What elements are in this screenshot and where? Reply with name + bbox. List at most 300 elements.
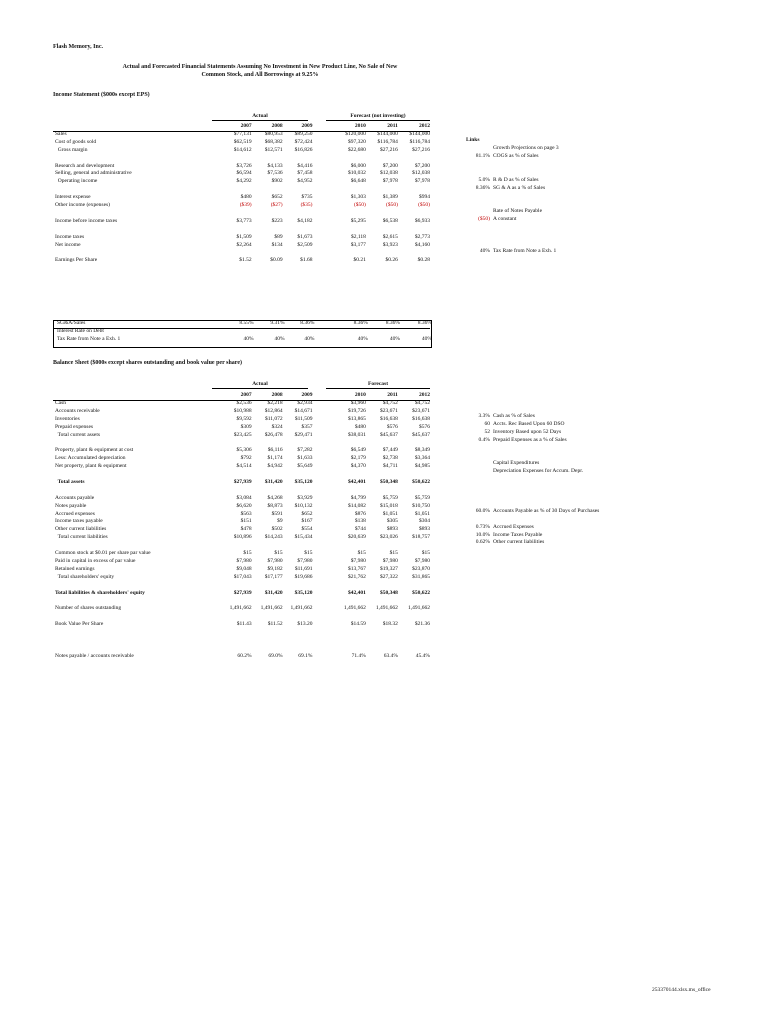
row-label [53, 637, 203, 645]
row-label [53, 487, 203, 495]
row-value: $9,592 [236, 415, 252, 422]
row-value: $15 [421, 550, 430, 557]
row-value [398, 210, 430, 218]
row-value [203, 645, 252, 653]
row-value: $6,549 [350, 447, 366, 454]
row-value: $7,978 [414, 178, 430, 185]
year-header: 2010 [354, 392, 366, 398]
row-value: 40% [274, 335, 285, 342]
row-value: $1,509 [236, 233, 252, 240]
row-value [252, 582, 283, 590]
row-value [368, 328, 400, 336]
row-value: $7,980 [414, 557, 430, 564]
row-value: $50,622 [412, 589, 430, 596]
note-value: 0.62% [475, 539, 490, 546]
row-value: $18,757 [412, 534, 430, 541]
row-value: $6,648 [350, 178, 366, 185]
row-value: $3,364 [414, 455, 430, 462]
row-value: $23,870 [412, 565, 430, 572]
row-value: ($50) [386, 202, 398, 209]
row-value: $15 [357, 550, 366, 557]
row-value: $31,420 [264, 589, 283, 596]
row-value: $480 [354, 423, 366, 430]
note-text: Prepaid Expenses as a % of Sales [493, 436, 567, 443]
note-text: R & D as % of Sales [493, 176, 539, 183]
row-value [313, 471, 366, 479]
row-label: Total shareholders' equity [55, 573, 115, 580]
note-value: 60 [484, 420, 490, 427]
note-text: Accrued Expenses [493, 523, 534, 530]
row-value [252, 613, 283, 621]
row-label: Income taxes payable [55, 518, 103, 525]
row-label: Notes payable [55, 502, 87, 509]
note-value: 52 [484, 428, 490, 435]
table-row [53, 590, 430, 598]
row-value [366, 637, 398, 645]
row-value: $4,514 [236, 463, 252, 470]
row-value [203, 186, 252, 194]
row-value: $2,738 [382, 455, 398, 462]
row-value: $15,434 [294, 534, 313, 541]
row-value: $563 [240, 510, 252, 517]
row-value: $26,478 [264, 431, 283, 438]
income-statement-title: Income Statement ($000s except EPS) [53, 92, 150, 98]
row-value: $4,942 [267, 463, 283, 470]
row-value: $591 [271, 510, 283, 517]
row-value: 40% [357, 335, 368, 342]
row-value: $7,536 [267, 170, 283, 177]
row-value [398, 597, 430, 605]
row-value [252, 226, 283, 234]
row-label: Common stock at $0.01 per share par value [55, 550, 151, 557]
row-value: $12,038 [380, 170, 398, 177]
row-value: $15 [389, 550, 398, 557]
row-value: $1.52 [239, 257, 252, 264]
row-value: $4,133 [267, 162, 283, 169]
row-value: $4,160 [414, 241, 430, 248]
row-value: $27,939 [233, 589, 252, 596]
row-label [53, 471, 203, 479]
row-value: $11,691 [294, 565, 313, 572]
row-value: 8.55% [239, 320, 254, 326]
ratio-table [55, 320, 432, 344]
row-value: ($50) [353, 202, 366, 209]
row-value: ($39) [239, 202, 252, 209]
row-value [254, 328, 285, 336]
row-value: $6,933 [414, 217, 430, 224]
row-value: $27,322 [380, 573, 398, 580]
row-label: Total liabilities & shareholders' equity [55, 589, 145, 596]
row-value: $3,773 [236, 217, 252, 224]
row-value: $7,980 [382, 557, 398, 564]
row-value: $144,000 [377, 130, 398, 137]
row-label: Notes payable / accounts receivable [55, 652, 134, 659]
table-row [53, 503, 430, 511]
row-value [313, 186, 366, 194]
table-row [53, 147, 430, 155]
row-value: $893 [419, 526, 430, 533]
spacer-row [53, 226, 430, 234]
row-label: Book Value Per Share [55, 621, 104, 628]
row-value [203, 613, 252, 621]
row-value: $7,282 [297, 447, 313, 454]
row-value: $9 [277, 518, 283, 525]
row-value: $502 [271, 526, 283, 533]
footer-filename: 253370144.xlsx.ms_office [652, 987, 711, 993]
row-value: $20,639 [348, 534, 366, 541]
spacer-row [53, 645, 430, 653]
row-value [252, 186, 283, 194]
row-value [315, 328, 368, 336]
row-value: $576 [386, 423, 398, 430]
row-value: 8.36% [385, 320, 400, 326]
row-value: $5,759 [414, 494, 430, 501]
row-value: $2,264 [236, 241, 252, 248]
row-value: $80,953 [264, 130, 283, 137]
row-value [252, 597, 283, 605]
row-value: $10,132 [294, 502, 313, 509]
row-value: $134 [271, 241, 283, 248]
row-value: $14,612 [233, 146, 252, 153]
row-value: $7,200 [382, 162, 398, 169]
row-value: $6,594 [236, 170, 252, 177]
row-label: Operating income [55, 178, 98, 185]
income-statement-table [53, 123, 430, 265]
row-value: $10,896 [233, 534, 252, 541]
row-value [398, 487, 430, 495]
row-value: $13,767 [348, 565, 366, 572]
row-value: $18.32 [382, 621, 398, 628]
row-value [283, 471, 313, 479]
row-value [283, 226, 313, 234]
row-value: $893 [386, 526, 398, 533]
row-label: Retained earnings [55, 565, 95, 572]
row-value: $31,865 [412, 573, 430, 580]
spacer-row [53, 210, 430, 218]
row-value: $27,216 [412, 146, 430, 153]
row-value [313, 597, 366, 605]
row-value [283, 186, 313, 194]
row-value [285, 328, 315, 336]
row-label: Number of shares outstanding [55, 605, 122, 612]
row-value: $116,784 [409, 138, 430, 145]
row-label [53, 629, 203, 637]
row-value: $15 [274, 550, 283, 557]
company-name: Flash Memory, Inc. [53, 44, 103, 50]
table-row [53, 218, 430, 226]
row-value [283, 637, 313, 645]
row-value [313, 155, 366, 163]
row-value: $19,726 [348, 407, 366, 414]
row-value: $0.09 [270, 257, 283, 264]
income-actual-label: Actual [252, 113, 268, 119]
note-text: Cash as % of Sales [493, 413, 535, 419]
row-value [252, 629, 283, 637]
row-value [398, 582, 430, 590]
spacer-row [53, 155, 430, 163]
row-value [203, 487, 252, 495]
note-text: Accounts Payable as % of 30 Days of Purchases [493, 507, 600, 514]
row-value: 8.36% [353, 320, 368, 326]
note-text: Tax Rate from Note a Exh. 1 [493, 247, 557, 254]
row-label: Earnings Per Share [55, 257, 98, 264]
table-row [53, 178, 430, 186]
row-value [366, 597, 398, 605]
row-value: $7,978 [382, 178, 398, 185]
row-value [283, 629, 313, 637]
row-value: 8.36% [300, 320, 315, 326]
row-value: $735 [301, 194, 313, 201]
year-header: 2012 [419, 392, 430, 398]
row-value: $14.59 [350, 621, 366, 628]
row-value: $1,389 [382, 194, 398, 201]
note-text: Growth Projections on page 3 [493, 145, 559, 151]
row-value [203, 637, 252, 645]
row-value [366, 210, 398, 218]
row-label: Accrued expenses [55, 510, 95, 517]
row-value: $3,084 [236, 494, 252, 501]
row-value: 40% [243, 335, 254, 342]
row-label: Income taxes [55, 233, 85, 240]
row-value: $7,980 [350, 557, 366, 564]
row-value: $4,182 [297, 217, 313, 224]
row-value [283, 645, 313, 653]
row-value: $38,031 [348, 431, 366, 438]
balance-actual-rule [212, 388, 308, 389]
year-header: 2011 [387, 123, 398, 129]
table-row [53, 424, 430, 432]
row-value: $120,000 [345, 130, 366, 137]
income-actual-rule [212, 120, 308, 121]
row-value: $7,980 [236, 557, 252, 564]
row-label [53, 613, 203, 621]
row-value: 63.4% [383, 652, 398, 659]
row-value: $68,382 [264, 138, 283, 145]
row-value [366, 629, 398, 637]
table-row [53, 558, 430, 566]
row-value: $45,637 [380, 431, 398, 438]
row-value [398, 155, 430, 163]
row-value: $4,952 [297, 178, 313, 185]
row-value: 60.2% [237, 652, 252, 659]
row-value: $1,673 [297, 233, 313, 240]
row-value: $1,303 [350, 194, 366, 201]
row-value: $7,980 [267, 557, 283, 564]
row-value: $151 [240, 518, 252, 525]
row-value [398, 226, 430, 234]
table-row [53, 131, 430, 139]
row-value: $4,799 [350, 494, 366, 501]
row-value: $2,934 [297, 399, 313, 406]
row-label [53, 186, 203, 194]
row-value: $5,295 [350, 217, 366, 224]
year-header: 2011 [387, 392, 398, 398]
year-header: 2007 [240, 123, 252, 129]
row-value: $2,218 [267, 399, 283, 406]
row-value: $23,671 [380, 407, 398, 414]
row-value: 1,491,662 [229, 605, 252, 612]
row-value [252, 155, 283, 163]
row-value [252, 487, 283, 495]
note-value: 0.73% [475, 523, 490, 530]
row-value: $8,873 [267, 502, 283, 509]
table-row [53, 400, 430, 408]
row-value: $21.36 [414, 621, 430, 628]
row-value [398, 471, 430, 479]
note-value: 60.0% [475, 507, 490, 514]
table-row [53, 463, 430, 471]
spacer-row [53, 613, 430, 621]
table-row [53, 479, 430, 487]
row-value: $652 [301, 510, 313, 517]
row-value [313, 637, 366, 645]
row-value: 45.4% [415, 652, 430, 659]
row-value: 71.4% [351, 652, 366, 659]
row-value: $1,633 [297, 455, 313, 462]
balance-actual-label: Actual [252, 381, 268, 387]
row-value: 1,491,662 [290, 605, 313, 612]
row-value: $14,243 [264, 534, 283, 541]
row-label: Cash [55, 399, 66, 406]
row-value: $2,773 [414, 233, 430, 240]
row-value: $31,420 [264, 478, 283, 485]
row-value [203, 210, 252, 218]
row-value [366, 542, 398, 550]
year-header: 2009 [301, 123, 313, 129]
row-value: $10,988 [233, 407, 252, 414]
note-text: A constant [493, 216, 517, 223]
row-label: Sales [55, 130, 67, 137]
row-value [313, 542, 366, 550]
row-value [205, 328, 254, 336]
row-value: $11.43 [236, 621, 252, 628]
note-text: Depreciation Expenses for Accum. Depr. [493, 468, 584, 475]
row-value [366, 645, 398, 653]
row-value: $1,174 [267, 455, 283, 462]
row-value: $0.21 [353, 257, 366, 264]
row-value: $1,051 [382, 510, 398, 517]
spacer-row [53, 629, 430, 637]
row-value [203, 597, 252, 605]
spacer-row [53, 542, 430, 550]
row-value: $23,425 [233, 431, 252, 438]
income-forecast-rule [326, 120, 430, 121]
row-value: 40% [421, 335, 432, 342]
row-label: Accounts payable [55, 494, 95, 501]
row-value [283, 613, 313, 621]
row-label: Gross margin [55, 146, 88, 153]
row-value [398, 542, 430, 550]
row-value [252, 542, 283, 550]
row-value: $994 [419, 194, 430, 201]
row-value: $480 [240, 194, 252, 201]
row-value: $16,826 [294, 146, 313, 153]
note-value: 0.4% [478, 436, 490, 443]
row-value [366, 186, 398, 194]
row-value: $2,509 [297, 241, 313, 248]
row-value: 9.31% [270, 320, 285, 326]
row-value: $23,671 [412, 407, 430, 414]
row-value [366, 155, 398, 163]
row-value: $4,711 [383, 463, 398, 470]
row-value [283, 487, 313, 495]
row-value: $3,177 [350, 241, 366, 248]
row-value: $42,401 [348, 589, 366, 596]
row-label: Paid in capital in excess of par value [55, 557, 136, 564]
row-value [203, 542, 252, 550]
note-text: Other current liabilities [493, 539, 545, 546]
row-value [398, 613, 430, 621]
table-row [55, 328, 432, 336]
row-value [366, 471, 398, 479]
table-row [53, 495, 430, 503]
row-value: $35,120 [294, 478, 313, 485]
row-value: $5,759 [382, 494, 398, 501]
row-value [283, 542, 313, 550]
row-value: $4,752 [414, 399, 430, 406]
row-value: $792 [240, 455, 252, 462]
spacer-row [53, 186, 430, 194]
row-value: $72,424 [294, 138, 313, 145]
row-value [398, 645, 430, 653]
table-row [53, 605, 430, 613]
spacer-row [53, 487, 430, 495]
row-label [53, 226, 203, 234]
row-value: $14,671 [294, 407, 313, 414]
row-value: $15 [304, 550, 313, 557]
row-value: $19,686 [294, 573, 313, 580]
row-value [398, 637, 430, 645]
row-value: 40% [389, 335, 400, 342]
year-header: 2010 [354, 123, 366, 129]
row-value: $11.52 [267, 621, 283, 628]
row-value: $2,179 [350, 455, 366, 462]
table-row [53, 242, 430, 250]
row-value [283, 155, 313, 163]
row-value: $3,929 [297, 494, 313, 501]
row-label: Interest Rate on Debt [57, 327, 104, 334]
row-value: $2,615 [382, 233, 398, 240]
row-value: $554 [301, 526, 313, 533]
table-row [53, 653, 430, 661]
balance-forecast-label: Forecast [367, 381, 389, 387]
year-header: 2008 [271, 123, 283, 129]
row-value: $7,458 [297, 170, 313, 177]
row-value: $4,370 [350, 463, 366, 470]
row-value: $6,620 [236, 502, 252, 509]
row-value: $7,200 [414, 162, 430, 169]
note-text: Inventory Based upon 52 Days [493, 428, 562, 435]
row-value: $0.28 [417, 257, 430, 264]
note-value: 81.1% [475, 152, 490, 159]
row-value: $27,216 [380, 146, 398, 153]
row-value: $478 [240, 526, 252, 533]
row-value: ($27) [270, 202, 283, 209]
row-value [366, 487, 398, 495]
note-text: Accts. Rec Based Upon 60 DSO [493, 420, 565, 427]
report-subtitle-line1: Actual and Forecasted Financial Statements Assuming No Investment in New Product Line, No Sale of New [122, 64, 398, 70]
row-value: $10,750 [412, 502, 430, 509]
row-label [53, 582, 203, 590]
row-label: Other current liabilities [55, 526, 107, 533]
row-value: $12,864 [264, 407, 283, 414]
row-value: 1,491,662 [375, 605, 398, 612]
spacer-row [53, 637, 430, 645]
row-value [252, 645, 283, 653]
row-value [313, 487, 366, 495]
row-value: $19,327 [380, 565, 398, 572]
row-value: $5,306 [236, 447, 252, 454]
